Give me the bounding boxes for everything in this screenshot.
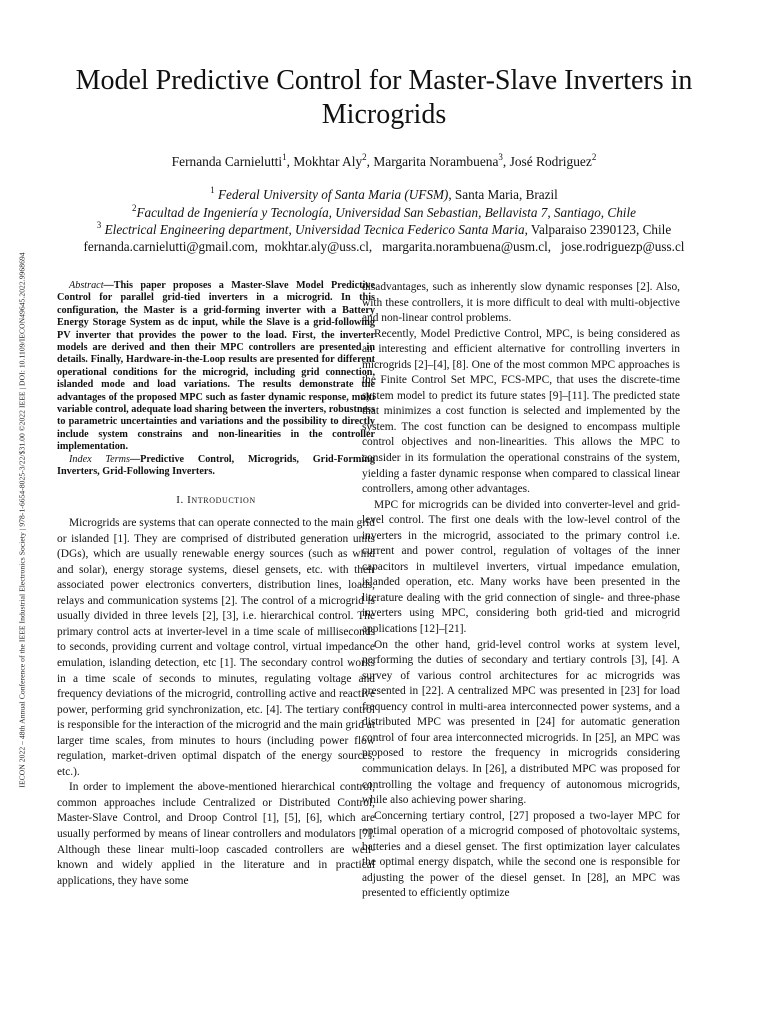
abstract-label: Abstract — [69, 280, 104, 291]
author-list: Fernanda Carnielutti$^1$, Mokhtar Aly$^2$, Margarita Norambuena$^3$, José Rodriguez$^2$ — [171, 151, 597, 169]
institution: Federal University of Santa Maria (UFSM) — [217, 187, 449, 202]
author-name: Mokhtar Aly — [293, 154, 363, 169]
affiliation-mark: 2 — [132, 202, 137, 213]
body-paragraph: MPC for microgrids can be divided into converter-level and grid-level control. The first one deals with the low-level control of the inverters in the microgrid, associated to the primary control i.e. current and power control, regulation of voltages of the inner capacitors in multilevel inverters, virtual impedance emulation, islanded operation, etc. Many works have been presented in the literature dealing with the grid connection of single- and three-phase inverters using MPC, considering both grid-tied and microgrid applications [12]–[21]. — [362, 498, 680, 636]
affiliation-mark: 2 — [362, 151, 367, 162]
affiliation-mark: 3 — [498, 151, 503, 162]
location: , Valparaiso 2390123, Chile — [524, 222, 672, 237]
body-paragraph: Recently, Model Predictive Control, MPC, is being considered as an interesting and efficient alternative for controlling inverters in microgrids [2]–[4], [8]. One of the most common MPC approaches is the Finite Control Set MPC, FCS-MPC, that uses the discrete-time system model to predict its future states [9]–[11]. The predicted state that minimizes a cost function is selected and implemented by the system. The cost function can be designed to encompass multiple control objectives and non-linearities. This allows the MPC to consider in its formulation the operational constrains of the system, yielding a faster dynamic response when compared to classical linear controllers, among other advantages. — [362, 327, 680, 496]
index-terms — [57, 454, 375, 479]
body-paragraph: Concerning tertiary control, [27] proposed a two-layer MPC for optimal operation of a microgrid composed of photovoltaic systems, batteries and a diesel genset. The first optimization layer calculates the optimal energy dispatch, while the second one is responsible for adjusting the power of the diesel genset. In [28], an MPC was presented to efficiently optimize — [362, 809, 680, 900]
affiliation-mark: 1 — [282, 151, 287, 162]
index-terms-text: —Predictive Control, Microgrids, Grid-Forming Inverters, Grid-Following Inverters. — [57, 453, 375, 478]
body-paragraph: In order to implement the above-mentioned hierarchical control, common approaches include Centralized or Distributed Control, Master-Slave Control, and Droop Control [1], [5], [6], which are usually performed by means of linear controllers and modulators [7]. Although these linear multi-loop cascaded controllers are well-known and widely applied in the literature and in practical applications, they have some — [57, 781, 375, 887]
left-column — [57, 280, 375, 889]
section-heading: I. Introduction — [176, 493, 256, 506]
affiliation-1 — [0, 184, 768, 203]
author-name: José Rodriguez — [509, 154, 592, 169]
paper-title: Model Predictive Control for Master-Slave Inverters in Microgrids — [75, 65, 693, 130]
abstract-text: —This paper proposes a Master-Slave Model Predictive Control for parallel grid-tied inverters in a microgrid. In this configuration, the Master is a grid-forming inverter with a Battery Energy Storage System as dc input, while the Slave is a grid-following PV inverter that provides the power to the load. First, the inverter models are derived and then their MPC controllers are presented in details. Finally, Hardware-in-the-Loop results are presented for different operational conditions for the microgrid, including grid connection, islanded mode and load variations. The results demonstrate the advantages of the proposed MPC such as faster dynamic response, multi variable control, adequate load sharing between the inverters, robustness to parametric uncertainties and variations and the possibility to directly include system constrains and non-linearities in the controller implementation. — [57, 280, 375, 453]
author-name: Fernanda Carnielutti — [171, 154, 283, 169]
index-terms-label: Index Terms — [69, 453, 130, 465]
author-emails: fernanda.carnielutti@gmail.com, mokhtar.aly@uss.cl, margarita.norambuena@usm.cl, jose.rodriguezp@uss.cl — [83, 239, 685, 254]
location: , Santa Maria, Brazil — [448, 187, 558, 202]
conference-footnote: IECON 2022 – 48th Annual Conference of the IEEE Industrial Electronics Society | 978-1-6654-8025-3/22/$31.00 ©2022 IEEE | DOI: 10.1109/IECON49645.2022.9968694 — [17, 252, 27, 788]
author-name: Margarita Norambuena — [373, 154, 499, 169]
institution: Facultad de Ingeniería y Tecnología, Universidad San Sebastian, Bellavista 7, Santiago, Chile — [136, 205, 636, 220]
affiliation-mark: 2 — [591, 151, 597, 162]
affiliation-3 — [0, 219, 768, 238]
affiliation-mark: 1 — [210, 184, 215, 195]
affiliation-2 — [0, 202, 768, 221]
institution: Electrical Engineering department, Universidad Tecnica Federico Santa Maria — [104, 222, 525, 237]
body-paragraph: On the other hand, grid-level control works at system level, performing the duties of secondary and tertiary controls [3], [4]. A survey of various control architectures for ac microgrids was presented in [22]. A centralized MPC was presented in [23] for load frequency control in multi-area interconnected power systems, and a distributed MPC was presented in [24] for automatic generation control of four area interconnected microgrids. In [25], an MPC was proposed to restore the frequency in microgrids considering communication delays. In [26], a distributed MPC was proposed for controlling the voltage and frequency of autonomous microgrids, while also achieving power sharing. — [362, 638, 680, 807]
right-column — [362, 280, 680, 902]
affiliation-mark: 3 — [96, 219, 102, 230]
body-paragraph: Microgrids are systems that can operate connected to the main grid or islanded [1]. They are comprised of distributed generation units (DGs), which are usually renewable energy sources (such as wind and solar), energy storage systems, diesel gensets, etc. with their associated power electronics converters, distribution lines, loads, relays and communication systems [2]. The control of a microgrid is usually divided in three levels [2], [3], i.e. hierarchical control. The primary control acts at inverter-level in a time scale of milliseconds to seconds, providing current and voltage control, virtual impedance emulation, islanding detection, etc [1]. The secondary control works in a time scale of seconds to minutes, regulating voltage and frequency deviations of the microgrid, controlling active and reactive power, performing grid synchronization, etc. [4]. The tertiary control is responsible for the interaction of the microgrid and the main grid at larger time scales, from minutes to hours (including power flow regulation, market-driven optimal dispatch of the energy sources, etc.). — [57, 517, 375, 778]
body-paragraph: disadvantages, such as inherently slow dynamic responses [2]. Also, with these controllers, it is more difficult to deal with multi-objective and non-linear control problems. — [362, 281, 680, 325]
abstract — [57, 280, 375, 454]
